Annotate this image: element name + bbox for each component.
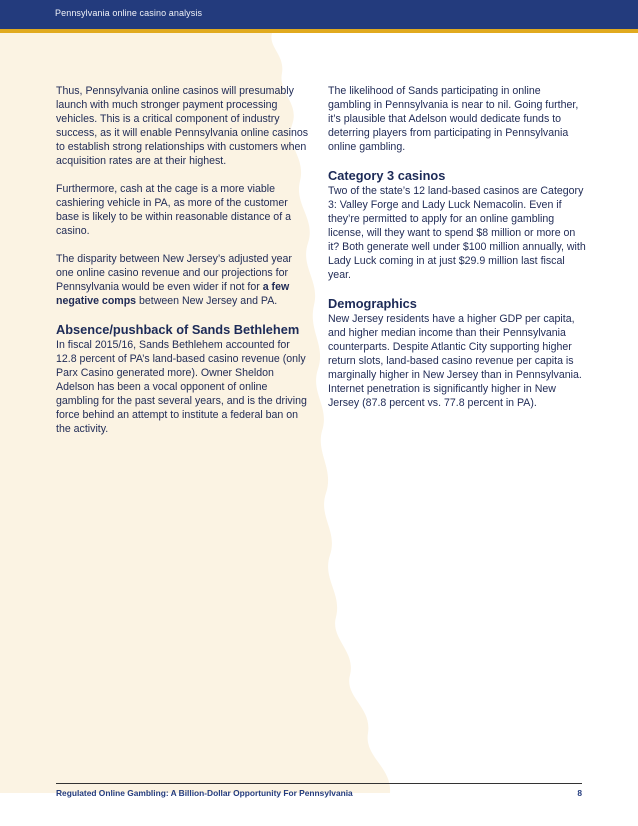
page-number: 8 xyxy=(577,788,582,798)
paragraph: The likelihood of Sands participating in online gambling in Pennsylvania is near to nil. Going further, it’s plausible that Adelson would dedicate funds to deterring players from participating in Pennsylvania online gambling. xyxy=(328,85,579,153)
paragraph-text: between New Jersey and PA. xyxy=(136,295,278,307)
paragraph: Furthermore, cash at the cage is a more viable cashiering vehicle in PA, as more of the customer base is likely to be within reasonable distance of a casino. xyxy=(56,183,291,237)
right-column xyxy=(328,84,586,424)
paragraph: Thus, Pennsylvania online casinos will presumably launch with much stronger payment processing vehicles. This is a critical component of industry success, as it will enable Pennsylvania online casinos to establish strong relationships with customers when acquisition rates are at their highest. xyxy=(56,85,309,167)
section-heading: Demographics xyxy=(328,296,417,311)
paragraph: New Jersey residents have a higher GDP per capita, and higher median income than their Pennsylvania counterparts. Despite Atlantic City supporting higher return slots, land-based casino revenue per capita is marginally higher in New Jersey than in Pennsylvania. Internet penetration is significantly higher in New Jersey (87.8 percent vs. 77.8 percent in PA). xyxy=(328,313,582,409)
bold-phrase: a few negative comps xyxy=(56,281,290,307)
paragraph xyxy=(56,252,312,308)
header-title: Pennsylvania online casino analysis xyxy=(55,8,203,18)
section-heading: Absence/pushback of Sands Bethlehem xyxy=(56,322,300,337)
paragraph: Two of the state’s 12 land-based casinos are Category 3: Valley Forge and Lady Luck Nemacolin. Even if they’re permitted to apply for an online gambling license, will they want to spend $8 million or more on it? Both generate well under $100 million annually, with Lady Luck coming in at just $29.9 million last fiscal year. xyxy=(328,185,586,281)
header-bar xyxy=(0,0,638,29)
footer-divider xyxy=(56,783,582,784)
left-column xyxy=(56,84,312,450)
paragraph: In fiscal 2015/16, Sands Bethlehem accounted for 12.8 percent of PA’s land-based casino revenue (only Parx Casino generated more). Owner Sheldon Adelson has been a vocal opponent of online gambling for the past several years, and is the driving force behind an attempt to institute a federal ban on the activity. xyxy=(56,339,307,435)
section-heading: Category 3 casinos xyxy=(328,168,446,183)
footer-title: Regulated Online Gambling: A Billion-Dollar Opportunity For Pennsylvania xyxy=(56,788,353,798)
paragraph-text: The disparity between New Jersey’s adjusted year one online casino revenue and our projections for Pennsylvania would be even wider if not for xyxy=(56,253,292,293)
